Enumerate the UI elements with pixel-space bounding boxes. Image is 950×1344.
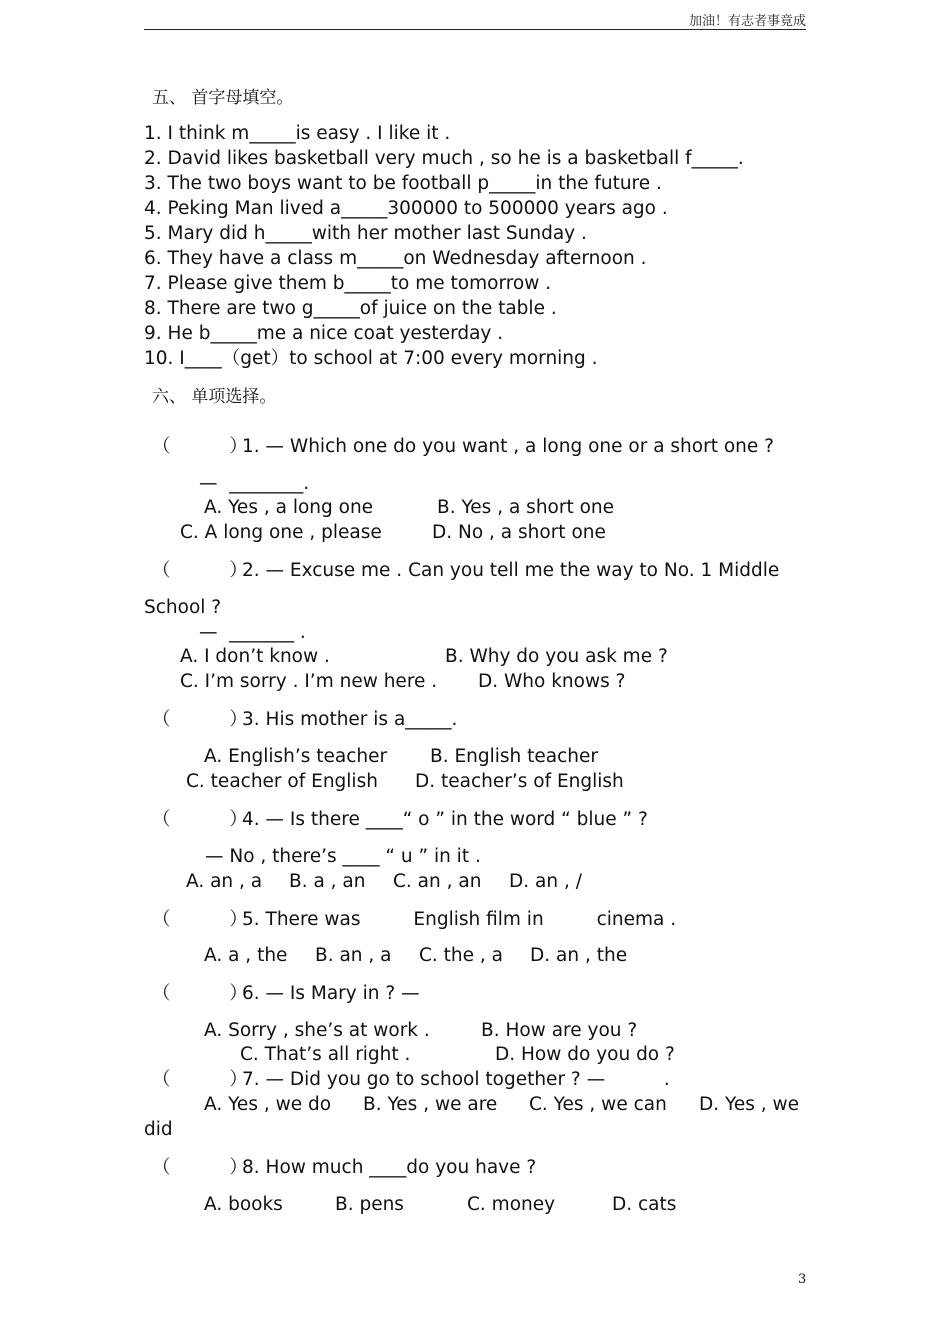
question-6 — [152, 982, 420, 1006]
question-stem: 4. — Is there ____“ o ” in the word “ blue ” ? — [242, 809, 648, 830]
question-1-reply: — ________. — [199, 473, 310, 494]
q4-option-b: B. a , an — [289, 871, 366, 892]
question-3 — [152, 708, 457, 732]
q8-option-b: B. pens — [335, 1194, 404, 1215]
section-5-title: 五、 首字母填空。 — [152, 88, 294, 108]
answer-blank: （ ） — [152, 909, 248, 930]
question-stem: 2. — Excuse me . Can you tell me the way to No. 1 Middle — [242, 560, 780, 581]
fill-item-5: 5. Mary did h_____with her mother last Sunday . — [144, 223, 587, 244]
q4-option-c: C. an , an — [393, 871, 482, 892]
fill-item-6: 6. They have a class m_____on Wednesday afternoon . — [144, 248, 647, 269]
question-8 — [152, 1156, 536, 1180]
q7-option-d: D. Yes , we — [699, 1094, 800, 1115]
q2-option-c: C. I’m sorry . I’m new here . — [180, 671, 438, 692]
q3-option-c: C. teacher of English — [186, 771, 378, 792]
q8-option-c: C. money — [467, 1194, 556, 1215]
fill-item-4: 4. Peking Man lived a_____300000 to 500000 years ago . — [144, 198, 668, 219]
q4-option-d: D. an , / — [509, 871, 582, 892]
question-stem: 6. — Is Mary in ? — — [242, 983, 420, 1004]
answer-blank: （ ） — [152, 983, 248, 1004]
q6-option-d: D. How do you do ? — [495, 1044, 675, 1065]
question-stem: 3. His mother is a_____. — [242, 709, 458, 730]
q4-option-a: A. an , a — [186, 871, 263, 892]
q6-option-c: C. That’s all right . — [240, 1044, 411, 1065]
q7-option-d-continuation: did — [144, 1119, 173, 1140]
q5-option-d: D. an , the — [530, 945, 628, 966]
fill-item-10: 10. I____（get）to school at 7:00 every morning . — [144, 348, 598, 369]
q2-option-b: B. Why do you ask me ? — [445, 646, 668, 667]
answer-blank: （ ） — [152, 436, 248, 457]
question-5 — [152, 908, 676, 932]
q5-option-c: C. the , a — [419, 945, 504, 966]
q8-option-d: D. cats — [612, 1194, 677, 1215]
fill-item-1: 1. I think m_____is easy . I like it . — [144, 123, 451, 144]
fill-item-7: 7. Please give them b_____to me tomorrow . — [144, 273, 552, 294]
question-stem: 1. — Which one do you want , a long one or a short one ? — [242, 436, 774, 457]
fill-item-8: 8. There are two g_____of juice on the table . — [144, 298, 557, 319]
q7-option-a: A. Yes , we do — [204, 1094, 332, 1115]
answer-blank: （ ） — [152, 560, 248, 581]
q5-option-a: A. a , the — [204, 945, 288, 966]
question-stem: 7. — Did you go to school together ? — . — [242, 1069, 670, 1090]
q3-option-b: B. English teacher — [430, 746, 598, 767]
q8-option-a: A. books — [204, 1194, 283, 1215]
answer-blank: （ ） — [152, 1157, 248, 1178]
question-1 — [152, 435, 774, 459]
question-4 — [152, 808, 648, 832]
q5-option-b: B. an , a — [315, 945, 392, 966]
question-stem: 5. There was English film in cinema . — [242, 909, 677, 930]
fill-item-2: 2. David likes basketball very much , so he is a basketball f_____. — [144, 148, 744, 169]
q7-option-b: B. Yes , we are — [363, 1094, 498, 1115]
q3-option-d: D. teacher’s of English — [415, 771, 624, 792]
answer-blank: （ ） — [152, 1069, 248, 1090]
section-6-title: 六、 单项选择。 — [152, 387, 277, 407]
q1-option-c: C. A long one , please — [180, 522, 382, 543]
answer-blank: （ ） — [152, 809, 248, 830]
q1-option-b: B. Yes , a short one — [437, 497, 615, 518]
q2-option-a: A. I don’t know . — [180, 646, 330, 667]
q6-option-b: B. How are you ? — [481, 1020, 638, 1041]
q3-option-a: A. English’s teacher — [204, 746, 388, 767]
q6-option-a: A. Sorry , she’s at work . — [204, 1020, 430, 1041]
question-4-reply: — No , there’s ____ “ u ” in it . — [205, 846, 481, 867]
fill-item-3: 3. The two boys want to be football p_____in the future . — [144, 173, 662, 194]
fill-item-9: 9. He b_____me a nice coat yesterday . — [144, 323, 504, 344]
question-stem: 8. How much ____do you have ? — [242, 1157, 537, 1178]
q1-option-d: D. No , a short one — [432, 522, 606, 543]
q2-option-d: D. Who knows ? — [478, 671, 626, 692]
question-2 — [152, 559, 779, 583]
q1-option-a: A. Yes , a long one — [204, 497, 374, 518]
question-7 — [152, 1068, 670, 1092]
page-number: 3 — [798, 1272, 807, 1287]
header-motto: 加油！有志者事竟成 — [688, 14, 806, 29]
question-2-reply: — _______ . — [199, 622, 306, 643]
question-2-continuation: School ? — [144, 597, 222, 618]
answer-blank: （ ） — [152, 709, 248, 730]
page-header — [144, 8, 806, 30]
q7-option-c: C. Yes , we can — [529, 1094, 667, 1115]
